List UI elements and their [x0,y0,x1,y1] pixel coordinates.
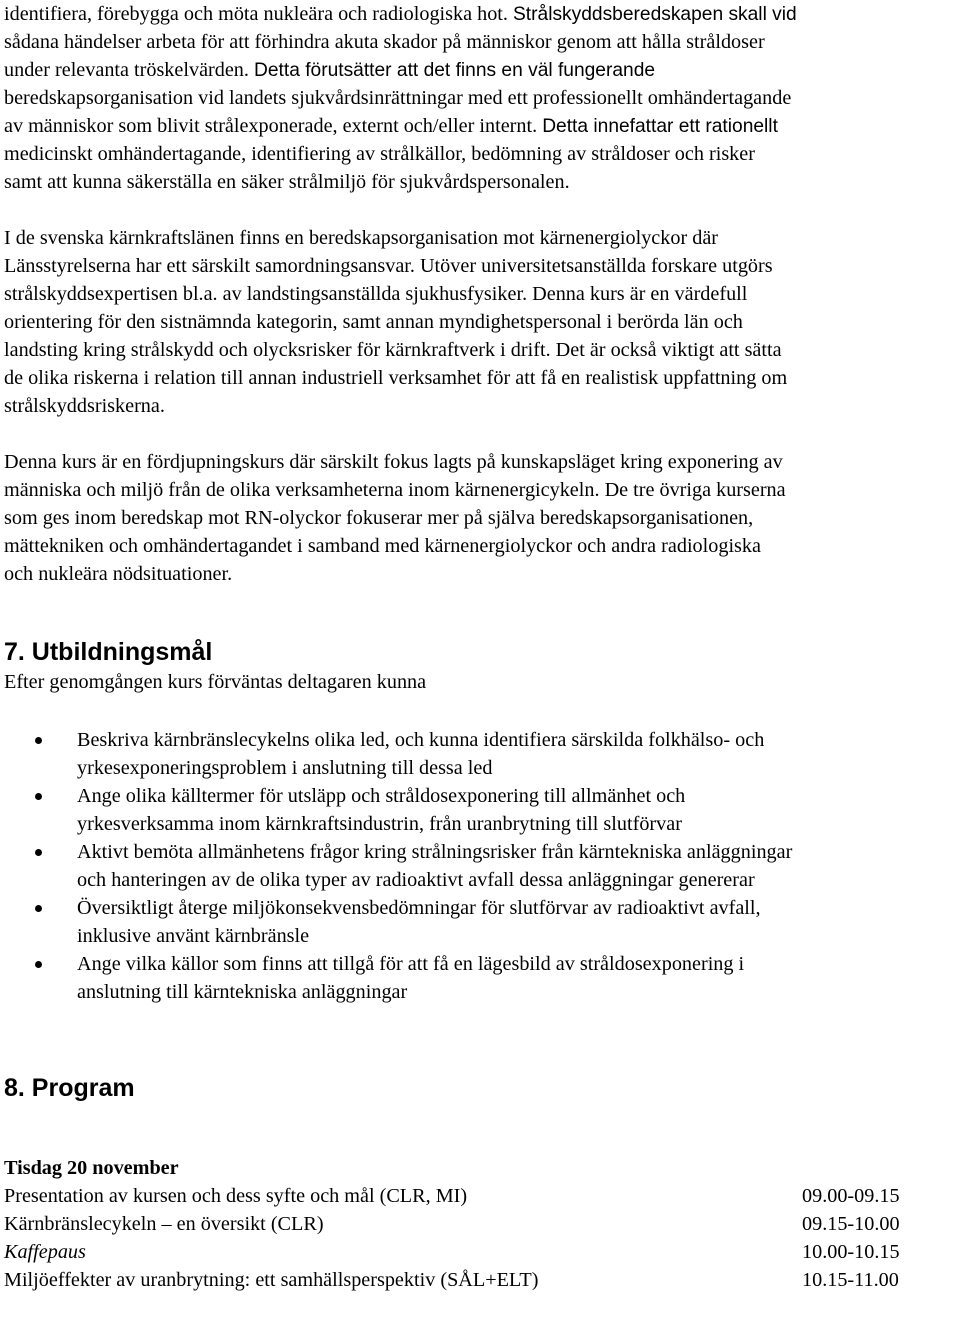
section-intro: Efter genomgången kurs förväntas deltagaren kunna [4,671,427,693]
schedule-row [4,1210,956,1238]
text-fragment: av människor som blivit strålexponerade, externt och/eller internt. [4,115,543,137]
list-item: Översiktligt återge miljökonsekvensbedömningar för slutförvar av radioaktivt avfall, inklusive använt kärnbränsle [4,894,956,950]
bullet-icon [35,905,42,912]
text-fragment: Detta innefattar ett rationellt [542,116,778,137]
bullet-icon [35,961,42,968]
section-heading-goals: 7. Utbildningsmål [4,638,213,666]
text-fragment: Strålskyddsberedskapen skall vid [513,4,797,25]
text-fragment: Detta förutsätter att det finns en väl fungerande [254,60,656,81]
section-heading-program: 8. Program [4,1074,135,1102]
text-line [4,0,956,28]
text-line: orientering för den sistnämnda kategorin, samt annan myndighetspersonal i berörda län och [4,311,743,333]
schedule-title: Presentation av kursen och dess syfte och mål (CLR, MI) [4,1185,468,1207]
text-line: Länsstyrelserna har ett särskilt samordningsansvar. Utöver universitetsanställda forskare utgörs [4,255,773,277]
text-fragment: identifiera, förebygga och möta nukleära och radiologiska hot. [4,3,513,25]
schedule [4,1154,956,1294]
paragraph-intro [4,0,956,196]
text-line: som ges inom beredskap mot RN-olyckor fokuserar mer på själva beredskapsorganisationen, [4,507,754,529]
schedule-day: Tisdag 20 november [4,1157,179,1179]
text-line: och nukleära nödsituationer. [4,563,233,585]
text-line: strålskyddsexpertisen bl.a. av landstingsanställda sjukhusfysiker. Denna kurs är en värdefull [4,283,748,305]
text-line: människa och miljö från de olika verksamheterna inom kärnenergicykeln. De tre övriga kurserna [4,479,786,501]
bullet-icon [35,849,42,856]
text-line: mättekniken och omhändertagandet i samband med kärnenergiolyckor och andra radiologiska [4,535,761,557]
paragraph-course-focus [4,448,956,588]
text-line: samt att kunna säkerställa en säker strålmiljö för sjukvårdspersonalen. [4,171,570,193]
text-line: sådana händelser arbeta för att förhindra akuta skador på människor genom att hålla stråldoser [4,31,765,53]
schedule-row [4,1266,956,1294]
text-fragment: under relevanta tröskelvärden. [4,59,254,81]
schedule-time: 09.00-09.15 [802,1185,900,1207]
schedule-time: 10.15-11.00 [802,1269,899,1291]
schedule-row [4,1182,956,1210]
schedule-time: 09.15-10.00 [802,1213,900,1235]
text-line: de olika riskerna i relation till annan industriell verksamhet för att få en realistisk uppfattning om [4,367,788,389]
text-line: beredskapsorganisation vid landets sjukvårdsinrättningar med ett professionellt omhändertagande [4,87,792,109]
text-line: medicinskt omhändertagande, identifiering av strålkällor, bedömning av stråldoser och risker [4,143,755,165]
paragraph-county-organisation [4,224,956,420]
schedule-time: 10.00-10.15 [802,1241,900,1263]
text-line: I de svenska kärnkraftslänen finns en beredskapsorganisation mot kärnenergiolyckor där [4,227,719,249]
bullet-icon [35,737,42,744]
list-item: Aktivt bemöta allmänhetens frågor kring strålningsrisker från kärntekniska anläggningar och hanteringen av de olika typer av radioaktivt avfall dessa anläggningar genererar [4,838,956,894]
schedule-title: Kärnbränslecykeln – en översikt (CLR) [4,1213,324,1235]
bullet-icon [35,793,42,800]
list-item: Ange olika källtermer för utsläpp och stråldosexponering till allmänhet och yrkesverksamma inom kärnkraftsindustrin, från uranbrytning till slutförvar [4,782,956,838]
schedule-title: Miljöeffekter av uranbrytning: ett samhällsperspektiv (SÅL+ELT) [4,1269,539,1291]
document-page [4,0,956,1294]
schedule-row [4,1238,956,1266]
list-item: Beskriva kärnbränslecykelns olika led, och kunna identifiera särskilda folkhälso- och yrkesexponeringsproblem i anslutning till dessa led [4,726,956,782]
list-item: Ange vilka källor som finns att tillgå för att få en lägesbild av stråldosexponering i anslutning till kärntekniska anläggningar [4,950,956,1006]
schedule-title: Kaffepaus [4,1241,86,1263]
text-line: landsting kring strålskydd och olycksrisker för kärnkraftverk i drift. Det är också viktigt att sätta [4,339,782,361]
text-line: strålskyddsriskerna. [4,395,165,417]
goals-list [4,726,956,1006]
text-line: Denna kurs är en fördjupningskurs där särskilt fokus lagts på kunskapsläget kring exponering av [4,451,783,473]
